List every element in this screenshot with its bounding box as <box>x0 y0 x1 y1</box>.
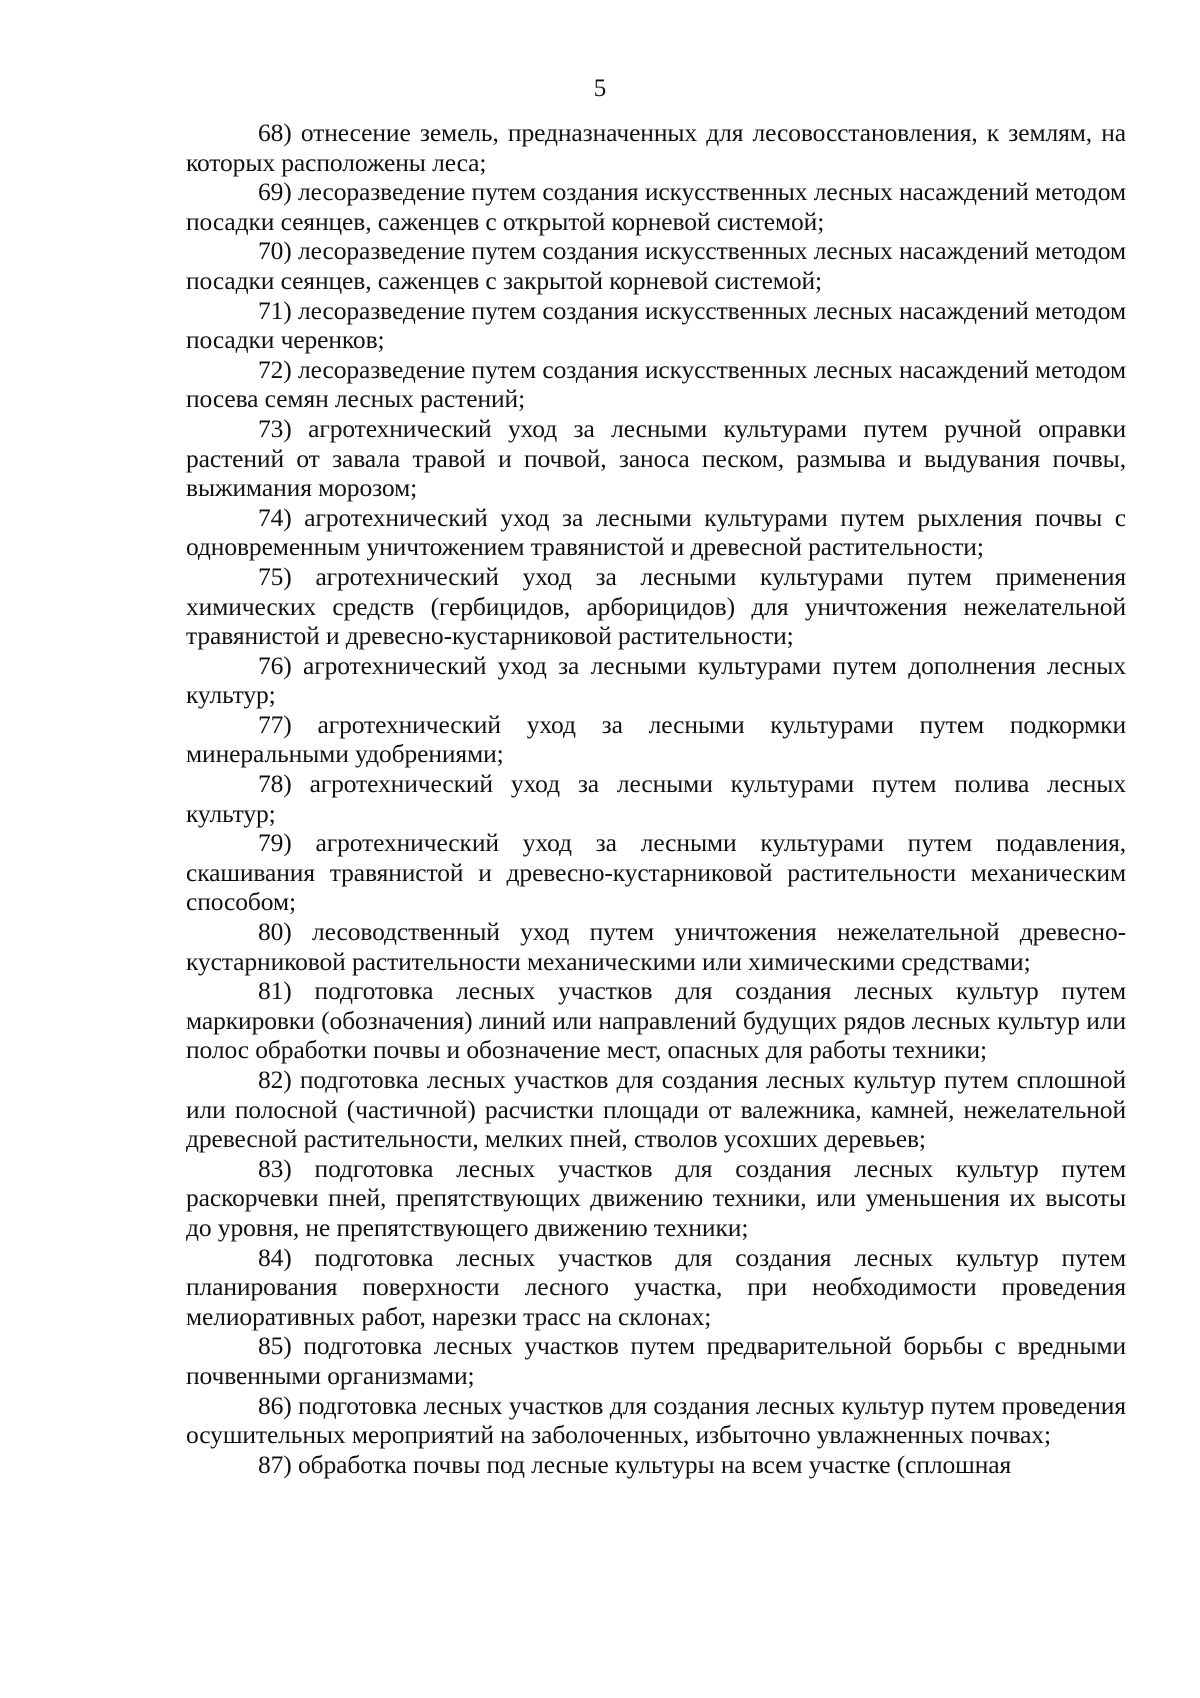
page-number: 5 <box>593 75 607 102</box>
list-item: 87) обработка почвы под лесные культуры на всем участке (сплошная <box>258 1449 1012 1479</box>
list-item: 80) лесоводственный уход путем уничтожения нежелательной древесно-кустарниковой растительности механическими или химическими средствами; <box>186 917 1126 976</box>
list-item: 69) лесоразведение путем создания искусственных лесных насаждений методом посадки сеянцев, саженцев с открытой корневой системой; <box>186 177 1126 236</box>
list-item: 72) лесоразведение путем создания искусственных лесных насаждений методом посева семян лесных растений; <box>186 354 1126 414</box>
list-item: 77) агротехнический уход за лесными культурами путем подкормки минеральными удобрениями; <box>186 709 1126 769</box>
list-item: 81) подготовка лесных участков для создания лесных культур путем маркировки (обозначения) линий или направлений будущих рядов лесных культур или полос обработки почвы и обозначение мест, опасных для работы техники; <box>186 976 1126 1065</box>
list-item: 85) подготовка лесных участков путем предварительной борьбы с вредными почвенными организмами; <box>186 1331 1126 1390</box>
list-item: 83) подготовка лесных участков для создания лесных культур путем раскорчевки пней, препятствующих движению техники, или уменьшения их высоты до уровня, не препятствующего движению техники; <box>186 1153 1126 1242</box>
list-item: 75) агротехнический уход за лесными культурами путем применения химических средств (гербицидов, арборицидов) для уничтожения нежелательной травянистой и древесно-кустарниковой растительности; <box>186 561 1126 651</box>
list-item: 68) отнесение земель, предназначенных для лесовосстановления, к землям, на которых расположены леса; <box>186 118 1126 177</box>
list-item: 78) агротехнический уход за лесными культурами путем полива лесных культур; <box>186 769 1126 828</box>
list-item: 76) агротехнический уход за лесными культурами путем дополнения лесных культур; <box>186 650 1126 710</box>
document-body <box>186 118 1126 1479</box>
list-item: 73) агротехнический уход за лесными культурами путем ручной оправки растений от завала травой и почвой, заноса песком, размыва и выдувания почвы, выжимания морозом; <box>186 413 1126 503</box>
list-item: 74) агротехнический уход за лесными культурами путем рыхления почвы с одновременным уничтожением травянистой и древесной растительности; <box>186 502 1126 562</box>
list-item: 82) подготовка лесных участков для создания лесных культур путем сплошной или полосной (частичной) расчистки площади от валежника, камней, нежелательной древесной растительности, мелких пней, стволов усохших деревьев; <box>186 1065 1126 1154</box>
list-item: 86) подготовка лесных участков для создания лесных культур путем проведения осушительных мероприятий на заболоченных, избыточно увлажненных почвах; <box>186 1390 1126 1450</box>
list-item: 84) подготовка лесных участков для создания лесных культур путем планирования поверхности лесного участка, при необходимости проведения мелиоративных работ, нарезки трасс на склонах; <box>186 1242 1126 1331</box>
list-item: 70) лесоразведение путем создания искусственных лесных насаждений методом посадки сеянцев, саженцев с закрытой корневой системой; <box>186 236 1126 295</box>
list-item: 71) лесоразведение путем создания искусственных лесных насаждений методом посадки черенков; <box>186 295 1126 355</box>
list-item: 79) агротехнический уход за лесными культурами путем подавления, скашивания травянистой и древесно-кустарниковой растительности механическим способом; <box>186 828 1126 917</box>
